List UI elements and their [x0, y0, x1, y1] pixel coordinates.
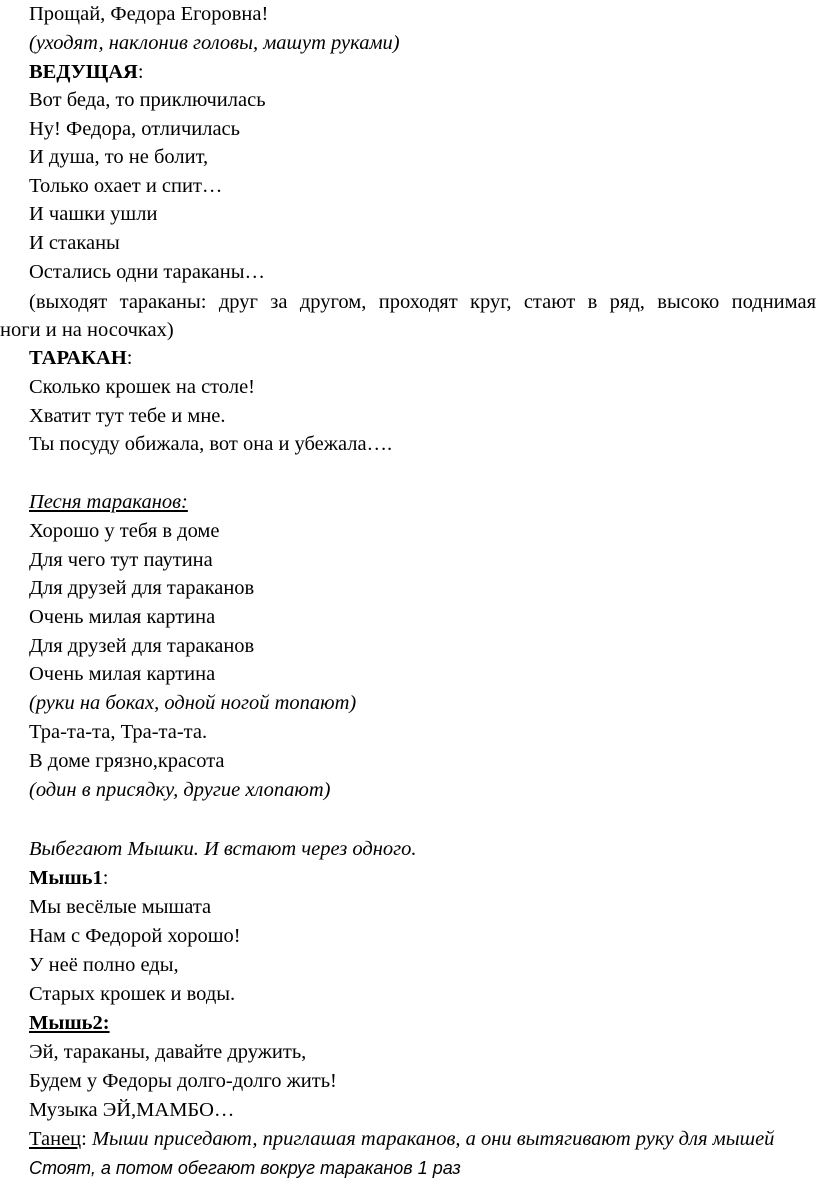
stage-direction: (руки на боках, одной ногой топают): [29, 692, 357, 714]
text-line: Хватит тут тебе и мне.: [29, 405, 226, 427]
speaker-colon: :: [137, 61, 144, 83]
section-heading: Песня тараканов:: [29, 491, 188, 513]
text-line: Очень милая картина: [29, 606, 216, 628]
text-line: Только охает и спит…: [29, 175, 223, 197]
stage-direction-continued: ноги и на носочках): [0, 319, 174, 341]
speaker-name: ТАРАКАН: [29, 347, 127, 369]
stage-direction: (выходят тараканы: друг за другом, проходят круг, стают в ряд, высоко поднимая: [29, 291, 816, 313]
text-line: Для друзей для тараканов: [29, 577, 255, 599]
dance-direction: Мыши приседают, приглашая тараканов, а они вытягивают руку для мышей: [91, 1128, 775, 1150]
text-line: В доме грязно,красота: [29, 750, 225, 772]
text-line: Хорошо у тебя в доме: [29, 520, 220, 542]
dance-label: Танец: [29, 1128, 82, 1150]
stage-direction: Стоят, а потом обегают вокруг тараканов 1 раз: [29, 1158, 461, 1178]
text-line: Старых крошек и воды.: [29, 983, 236, 1005]
speaker-name: Мышь1: [29, 867, 103, 889]
speaker-name: Мышь2:: [29, 1012, 110, 1034]
speaker-colon: :: [102, 867, 109, 889]
text-line: И стаканы: [29, 232, 120, 254]
text-line: И душа, то не болит,: [29, 146, 209, 168]
speaker-line: [29, 60, 144, 84]
text-line: Для друзей для тараканов: [29, 635, 255, 657]
text-line: У неё полно еды,: [29, 954, 179, 976]
speaker-line: [29, 866, 108, 890]
stage-direction: Выбегают Мышки. И встают через одного.: [29, 838, 417, 860]
text-line: Музыка ЭЙ,МАМБО…: [29, 1099, 235, 1121]
speaker-line: [29, 346, 132, 370]
text-line: Ты посуду обижала, вот она и убежала….: [29, 433, 393, 455]
text-line: Сколько крошек на столе!: [29, 376, 255, 398]
stage-direction: (уходят, наклонив головы, машут руками): [29, 32, 400, 54]
text-line: И чашки ушли: [29, 203, 158, 225]
text-line: Нам с Федорой хорошо!: [29, 925, 241, 947]
dance-colon: :: [81, 1128, 92, 1150]
text-line: Вот беда, то приключилась: [29, 89, 266, 111]
text-line: Очень милая картина: [29, 663, 216, 685]
speaker-name: ВЕДУЩАЯ: [29, 61, 138, 83]
text-line: Будем у Федоры долго-долго жить!: [29, 1070, 337, 1092]
text-line: Остались одни тараканы…: [29, 261, 265, 283]
dance-line: [29, 1127, 774, 1151]
text-line: Эй, тараканы, давайте дружить,: [29, 1041, 307, 1063]
text-line: Мы весёлые мышата: [29, 896, 212, 918]
text-line: Прощай, Федора Егоровна!: [29, 3, 269, 25]
text-line: Ну! Федора, отличилась: [29, 118, 240, 140]
speaker-colon: :: [126, 347, 133, 369]
text-line: Для чего тут паутина: [29, 549, 213, 571]
stage-direction: (один в присядку, другие хлопают): [29, 779, 331, 801]
text-line: Тра-та-та, Тра-та-та.: [29, 721, 208, 743]
